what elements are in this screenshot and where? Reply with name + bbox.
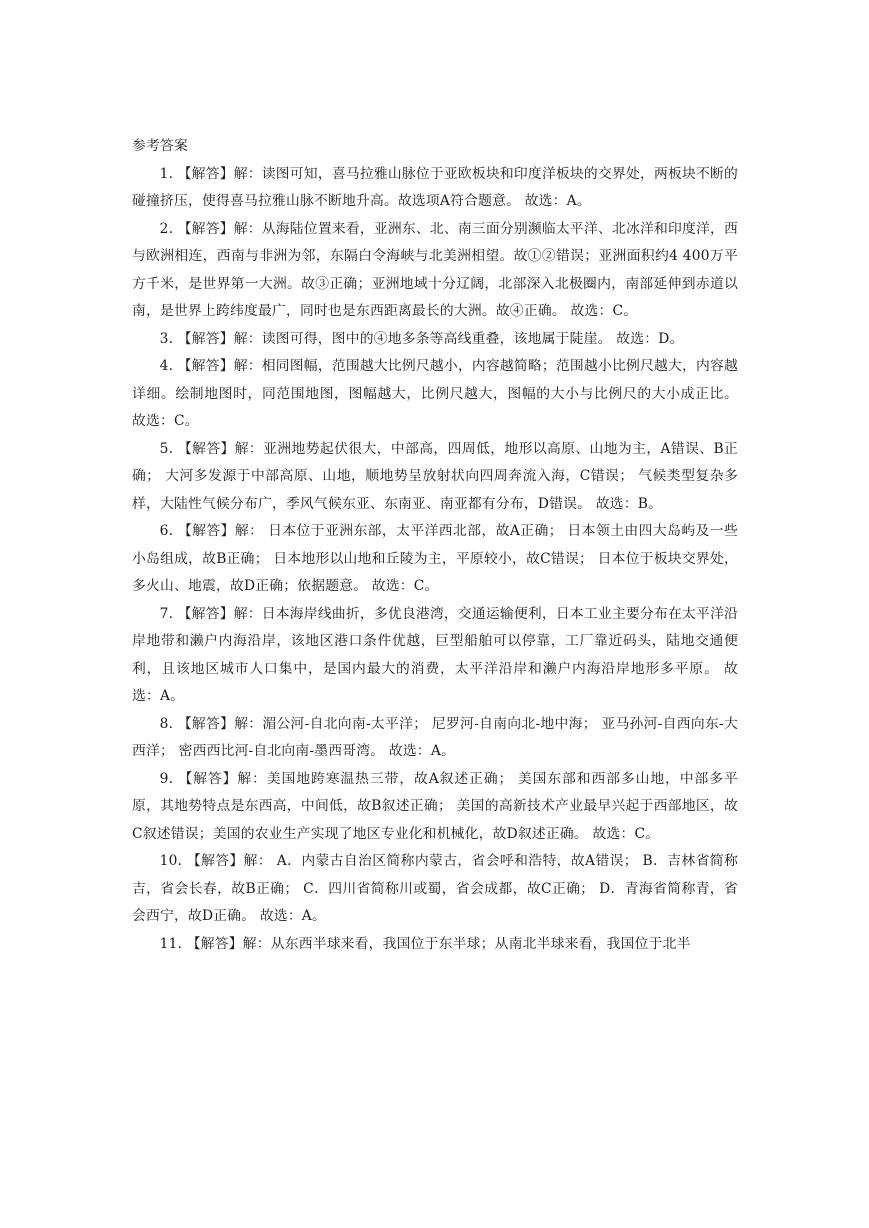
- answer-paragraph-11: 11. 【解答】解：从东西半球来看，我国位于东半球；从南北半球来看，我国位于北半: [159, 935, 691, 952]
- answer-paragraph-5: 5. 【解答】解：亚洲地势起伏很大，中部高，四周低，地形以高原、山地为主，A错误、B正确； 大河多发源于中部高原、山地，顺地势呈放射状向四周奔流入海，C错误； 气候类型复杂多样，大陆性气候分布广，季风气候东亚、东南亚、南亚都有分布，D错误。 故选：B。: [132, 440, 738, 512]
- answer-paragraph-2: 2. 【解答】解：从海陆位置来看，亚洲东、北、南三面分别濒临太平洋、北冰洋和印度洋，西与欧洲相连，西南与非洲为邻，东隔白令海峡与北美洲相望。故①②错误；亚洲面积约4 400万平方千米，是世界第一大洲。故③正确；亚洲地域十分辽阔，北部深入北极圈内，南部延伸到赤道以南，是世界上跨纬度最广，同时也是东西距离最长的大洲。故④正确。 故选：C。: [132, 220, 738, 319]
- section-heading: 参考答案: [132, 138, 188, 154]
- answer-paragraph-10: 10. 【解答】解： A．内蒙古自治区简称内蒙古，省会呼和浩特，故A错误； B．吉林省简称吉，省会长春，故B正确； C．四川省简称川或蜀，省会成都，故C正确； D．青海省简称青，省会西宁，故D正确。 故选：A。: [132, 853, 738, 924]
- answer-key-section: [132, 133, 738, 958]
- answer-paragraph-6: 6. 【解答】解： 日本位于亚洲东部，太平洋西北部，故A正确； 日本领土由四大岛屿及一些小岛组成，故B正确； 日本地形以山地和丘陵为主，平原较小，故C错误； 日本位于板块交界处，多火山、地震，故D正确；依据题意。 故选：C。: [132, 523, 738, 594]
- answer-paragraph-8: 8. 【解答】解：湄公河-自北向南-太平洋； 尼罗河-自南向北-地中海； 亚马孙河-自西向东-大西洋； 密西西比河-自北向南-墨西哥湾。 故选：A。: [132, 715, 738, 759]
- answer-paragraph-9: 9. 【解答】解：美国地跨寒温热三带，故A叙述正确； 美国东部和西部多山地，中部多平原，其地势特点是东西高，中间低，故B叙述正确； 美国的高新技术产业最早兴起于西部地区，故C叙述错误；美国的农业生产实现了地区专业化和机械化，故D叙述正确。 故选：C。: [132, 770, 738, 842]
- answer-paragraph-3: 3. 【解答】解：读图可得，图中的④地多条等高线重叠，该地属于陡崖。 故选：D。: [159, 330, 684, 347]
- answer-paragraph-7: 7. 【解答】解：日本海岸线曲折，多优良港湾，交通运输便利，日本工业主要分布在太平洋沿岸地带和濑户内海沿岸，该地区港口条件优越，巨型船舶可以停靠，工厂靠近码头，陆地交通便利，且该地区城市人口集中，是国内最大的消费，太平洋沿岸和濑户内海沿岸地形多平原。 故选：A。: [132, 605, 738, 704]
- answer-paragraph-4: 4. 【解答】解：相同图幅，范围越大比例尺越小，内容越简略；范围越小比例尺越大，内容越详细。绘制地图时，同范围地图，图幅越大，比例尺越大，图幅的大小与比例尺的大小成正比。 故选：C。: [132, 358, 738, 429]
- answer-paragraph-1: 1. 【解答】解：读图可知，喜马拉雅山脉位于亚欧板块和印度洋板块的交界处，两板块不断的碰撞挤压，使得喜马拉雅山脉不断地升高。故选项A符合题意。 故选：A。: [132, 165, 738, 209]
